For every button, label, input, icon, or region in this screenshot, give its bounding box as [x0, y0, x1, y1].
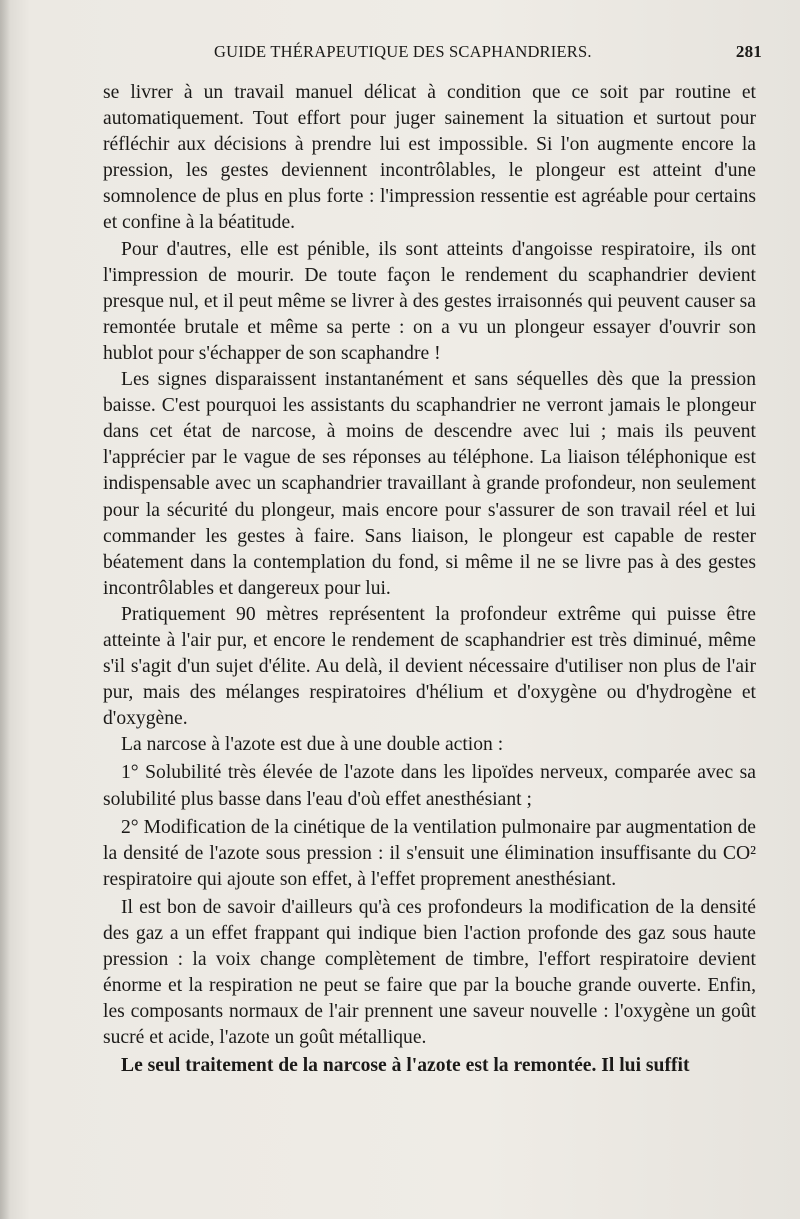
- paragraph-2: Pour d'autres, elle est pénible, ils sont atteints d'angoisse respiratoire, ils ont l'impression de mourir. De toute façon le rendement du scaphandrier devient presque nul, et il peut même se livrer à des gestes irraisonnés qui peuvent causer sa remontée brutale et même sa perte : on a vu un plongeur essayer d'ouvrir son hublot pour s'échapper de son scaphandre !: [103, 238, 756, 364]
- paragraph-1: se livrer à un travail manuel délicat à condition que ce soit par routine et automatiquement. Tout effort pour juger sainement la situation et surtout pour réfléchir aux décisions à prendre lui est impossible. Si l'on augmente encore la pression, les gestes deviennent incontrôlables, le plongeur est atteint d'une somnolence de plus en plus forte : l'impression ressentie est agréable pour certains et confine à la béatitude.: [103, 82, 756, 234]
- running-title: GUIDE THÉRAPEUTIQUE DES SCAPHANDRIERS.: [214, 42, 592, 61]
- page-number: 281: [735, 42, 762, 61]
- list-item-2: 2° Modification de la cinétique de la ventilation pulmonaire par augmentation de la densité de l'azote sous pression : il s'ensuit une élimination insuffisante du CO² respiratoire qui ajoute son effet, à l'effet proprement anesthésiant.: [103, 816, 756, 890]
- paragraph-7: Le seul traitement de la narcose à l'azote est la remontée. Il lui suffit: [121, 1055, 690, 1077]
- paragraph-6: Il est bon de savoir d'ailleurs qu'à ces profondeurs la modification de la densité des gaz a un effet frappant qui indique bien l'action profonde des gaz sous haute pression : la voix change complètement de timbre, l'effort respiratoire devient énorme et la respiration ne peut se faire que par la bouche grande ouverte. Enfin, les composants normaux de l'air prennent une saveur nouvelle : l'oxygène un goût sucré et acide, l'azote un goût métallique.: [103, 896, 756, 1049]
- paragraph-5: La narcose à l'azote est due à une double action :: [121, 734, 504, 756]
- paragraph-4: Pratiquement 90 mètres représentent la profondeur extrême qui puisse être atteinte à l'air pur, et encore le rendement de scaphandrier est très diminué, même s'il s'agit d'un sujet d'élite. Au delà, il devient nécessaire d'utiliser non plus de l'air pur, mais des mélanges respiratoires d'hélium et d'oxygène ou d'hydrogène et d'oxygène.: [103, 603, 756, 730]
- paragraph-3: Les signes disparaissent instantanément et sans séquelles dès que la pression baisse. C'est pourquoi les assistants du scaphandrier ne verront jamais le plongeur dans cet état de narcose, à moins de descendre avec lui ; mais ils peuvent l'apprécier par le vague de ses réponses au téléphone. La liaison téléphonique est indispensable avec un scaphandrier travaillant à grande profondeur, non seulement pour la sécurité du plongeur, mais encore pour s'assurer de son travail réel et lui commander les gestes à faire. Sans liaison, le plongeur est capable de rester béatement dans la contemplation du fond, si même il ne se livre pas à des gestes incontrôlables et dangereux pour lui.: [103, 369, 756, 599]
- page-gutter-shadow: [0, 0, 10, 1219]
- running-header: [214, 42, 770, 66]
- list-item-1: 1° Solubilité très élevée de l'azote dans les lipoïdes nerveux, comparée avec sa solubilité plus basse dans l'eau d'où effet anesthésiant ;: [103, 762, 756, 810]
- body-text: [103, 80, 756, 1080]
